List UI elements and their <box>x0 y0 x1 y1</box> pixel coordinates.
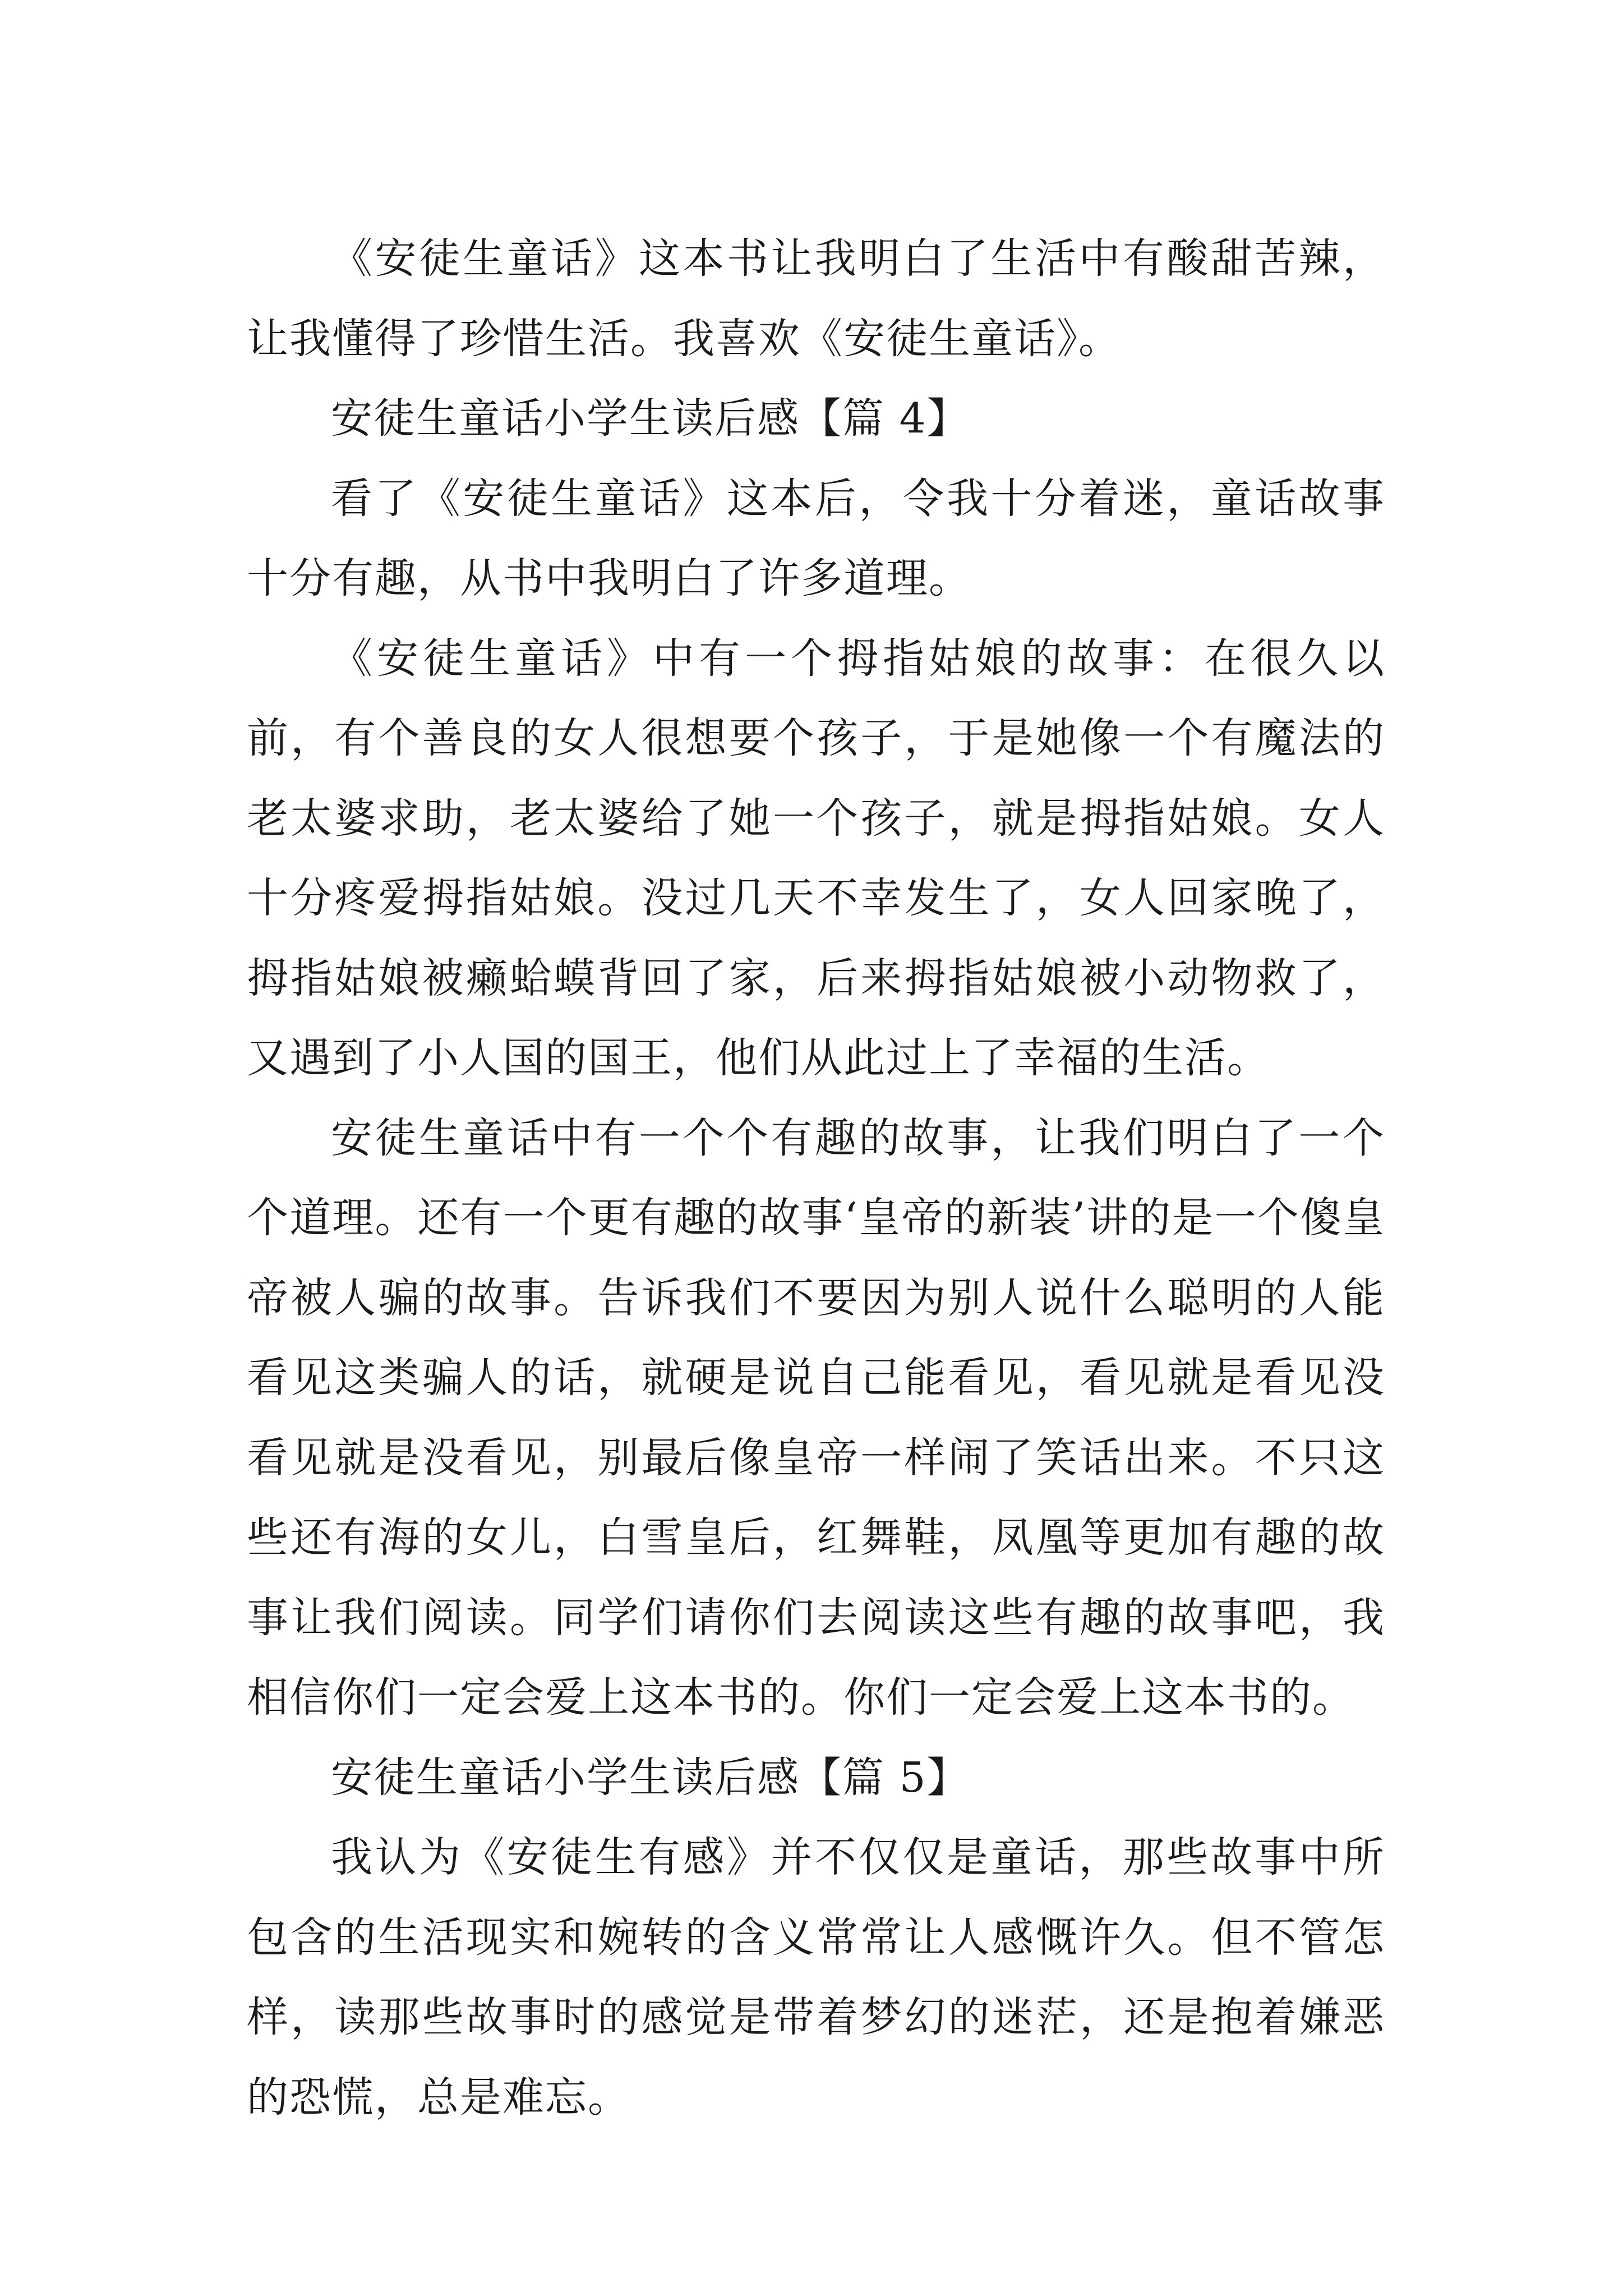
paragraph-emperor-new-clothes: 安徒生童话中有一个个有趣的故事，让我们明白了一个个道理。还有一个更有趣的故事‘皇帝的新装’讲的是一个傻皇帝被人骗的故事。告诉我们不要因为别人说什么聪明的人能看见这类骗人的话，就硬是说自己能看见，看见就是看见没看见就是没看见，别最后像皇帝一样闹了笑话出来。不只这些还有海的女儿，白雪皇后，红舞鞋，凤凰等更加有趣的故事让我们阅读。同学们请你们去阅读这些有趣的故事吧，我相信你们一定会爱上这本书的。你们一定会爱上这本书的。 <box>247 1114 1385 1722</box>
section-heading-4: 安徒生童话小学生读后感【篇 4】 <box>331 394 970 443</box>
paragraph-thumbelina: 《安徒生童话》中有一个拇指姑娘的故事：在很久以前，有个善良的女人很想要个孩子，于是她像一个有魔法的老太婆求助，老太婆给了她一个孩子，就是拇指姑娘。女人十分疼爱拇指姑娘。没过几天不幸发生了，女人回家晚了，拇指姑娘被癞蛤蟆背回了家，后来拇指姑娘被小动物救了，又遇到了小人国的国王，他们从此过上了幸福的生活。 <box>247 634 1385 1082</box>
section-heading-5: 安徒生童话小学生读后感【篇 5】 <box>331 1753 970 1802</box>
paragraph-intro-4: 看了《安徒生童话》这本后，令我十分着迷，童话故事十分有趣，从书中我明白了许多道理。 <box>247 474 1385 602</box>
document-body <box>247 219 1385 2137</box>
paragraph-intro-5: 我认为《安徒生有感》并不仅仅是童话，那些故事中所包含的生活现实和婉转的含义常常让人感慨许久。但不管怎样，读那些故事时的感觉是带着梦幻的迷茫，还是抱着嫌恶的恐慌，总是难忘。 <box>247 1833 1385 2122</box>
paragraph-conclusion: 《安徒生童话》这本书让我明白了生活中有酸甜苦辣，让我懂得了珍惜生活。我喜欢《安徒生童话》。 <box>247 234 1385 363</box>
